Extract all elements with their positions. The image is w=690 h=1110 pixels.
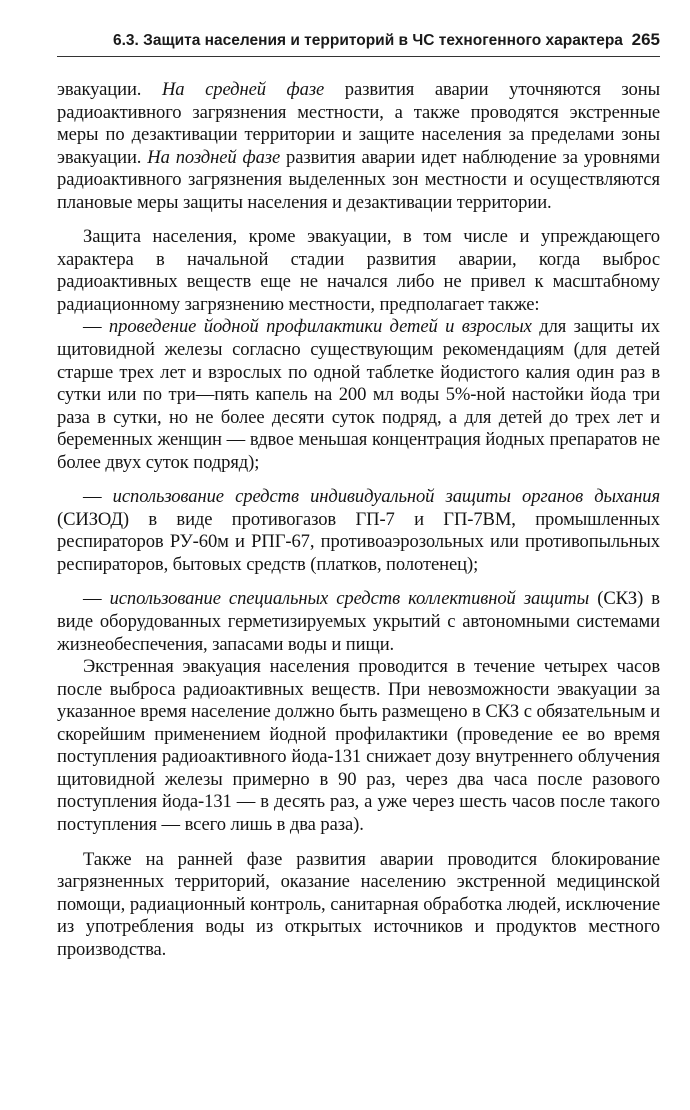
text-run: развития аварии идет наблюдение за уровнями радиоактивного загрязнения выделенных зон местности и осуществляются плановые меры защиты населения и дезактивации территории. [57, 146, 660, 213]
text-run: Экстренная эвакуация населения проводится в течение четырех часов после выброса радиоактивных веществ. При невозможности эвакуации за указанное время население должно быть размещено в СКЗ с обязательным и скорейшим применением йодной профилактики (проведение ее во время поступления радиоактивного йода-131 снижает дозу внутреннего облучения щитовидной железы примерно в 90 раз, через два часа после разового поступления йода-131 — в десять раз, а уже через шесть часов после такого поступления — всего лишь в два раза). [57, 656, 660, 835]
list-item-collective [57, 588, 660, 656]
body-text [57, 79, 660, 961]
text-run: развития аварии уточняются зоны радиоактивного загрязнения местности, а также проводятся экстренные меры по дезактивации территории и защите населения за пределами зоны эвакуации. [57, 79, 660, 168]
text-run: для защиты их щитовидной железы согласно существующим рекомендациям (для детей старше трех лет и взрослых по одной таблетке йодистого калия один раз в сутки или по три—пять капель на 200 мл воды 5%-ной настойки йода три раза в сутки, но не более десяти суток подряд, а для детей до трех лет и беременных женщин — вдвое меньшая концентрация йодных препаратов не более двух суток подряд); [57, 316, 661, 473]
term-respiratory-protection: использование средств индивидуальной защиты органов дыхания [112, 486, 660, 508]
text-run: эвакуации. [57, 79, 162, 100]
term-middle-phase: На средней фазе [161, 79, 325, 100]
section-title: 6.3. Защита населения и территорий в ЧС техногенного характера [113, 32, 623, 49]
text-run: Защита населения, кроме эвакуации, в том числе и упреждающего характера в начальной стадии развития аварии, когда выброс радиоактивных веществ еще не начался либо не привел к масштабному радиационному загрязнению местности, предполагает также: [57, 226, 660, 315]
term-iodine-prophylaxis: проведение йодной профилактики детей и взрослых [108, 316, 532, 338]
text-run: (СИЗОД) в виде противогазов ГП-7 и ГП-7ВМ, промышленных респираторов РУ-60м и РПГ-67, противоаэрозольных или противопыльных респираторов, бытовых средств (платков, полотенец); [57, 508, 660, 575]
list-item-iodine [57, 316, 660, 474]
paragraph-early-phase [57, 849, 660, 962]
term-collective-protection: использование специальных средств коллективной защиты [109, 588, 590, 610]
term-late-phase: На поздней фазе [147, 146, 281, 168]
list-item-respiratory [57, 486, 660, 576]
page-number: 265 [631, 30, 660, 49]
dash: — [83, 588, 110, 610]
running-head [57, 30, 660, 57]
paragraph-1 [57, 79, 660, 214]
dash: — [83, 316, 109, 338]
paragraph-2 [57, 226, 660, 316]
paragraph-evacuation [57, 656, 660, 836]
dash: — [83, 486, 113, 508]
text-run: (СКЗ) в виде оборудованных герметизируемых укрытий с автономными системами жизнеобеспечения, запасами воды и пищи. [57, 588, 660, 655]
text-run: Также на ранней фазе развития аварии проводится блокирование загрязненных территорий, оказание населению экстренной медицинской помощи, радиационный контроль, санитарная обработка людей, исключение из употребления воды из открытых источников и продуктов местного производства. [57, 848, 660, 960]
